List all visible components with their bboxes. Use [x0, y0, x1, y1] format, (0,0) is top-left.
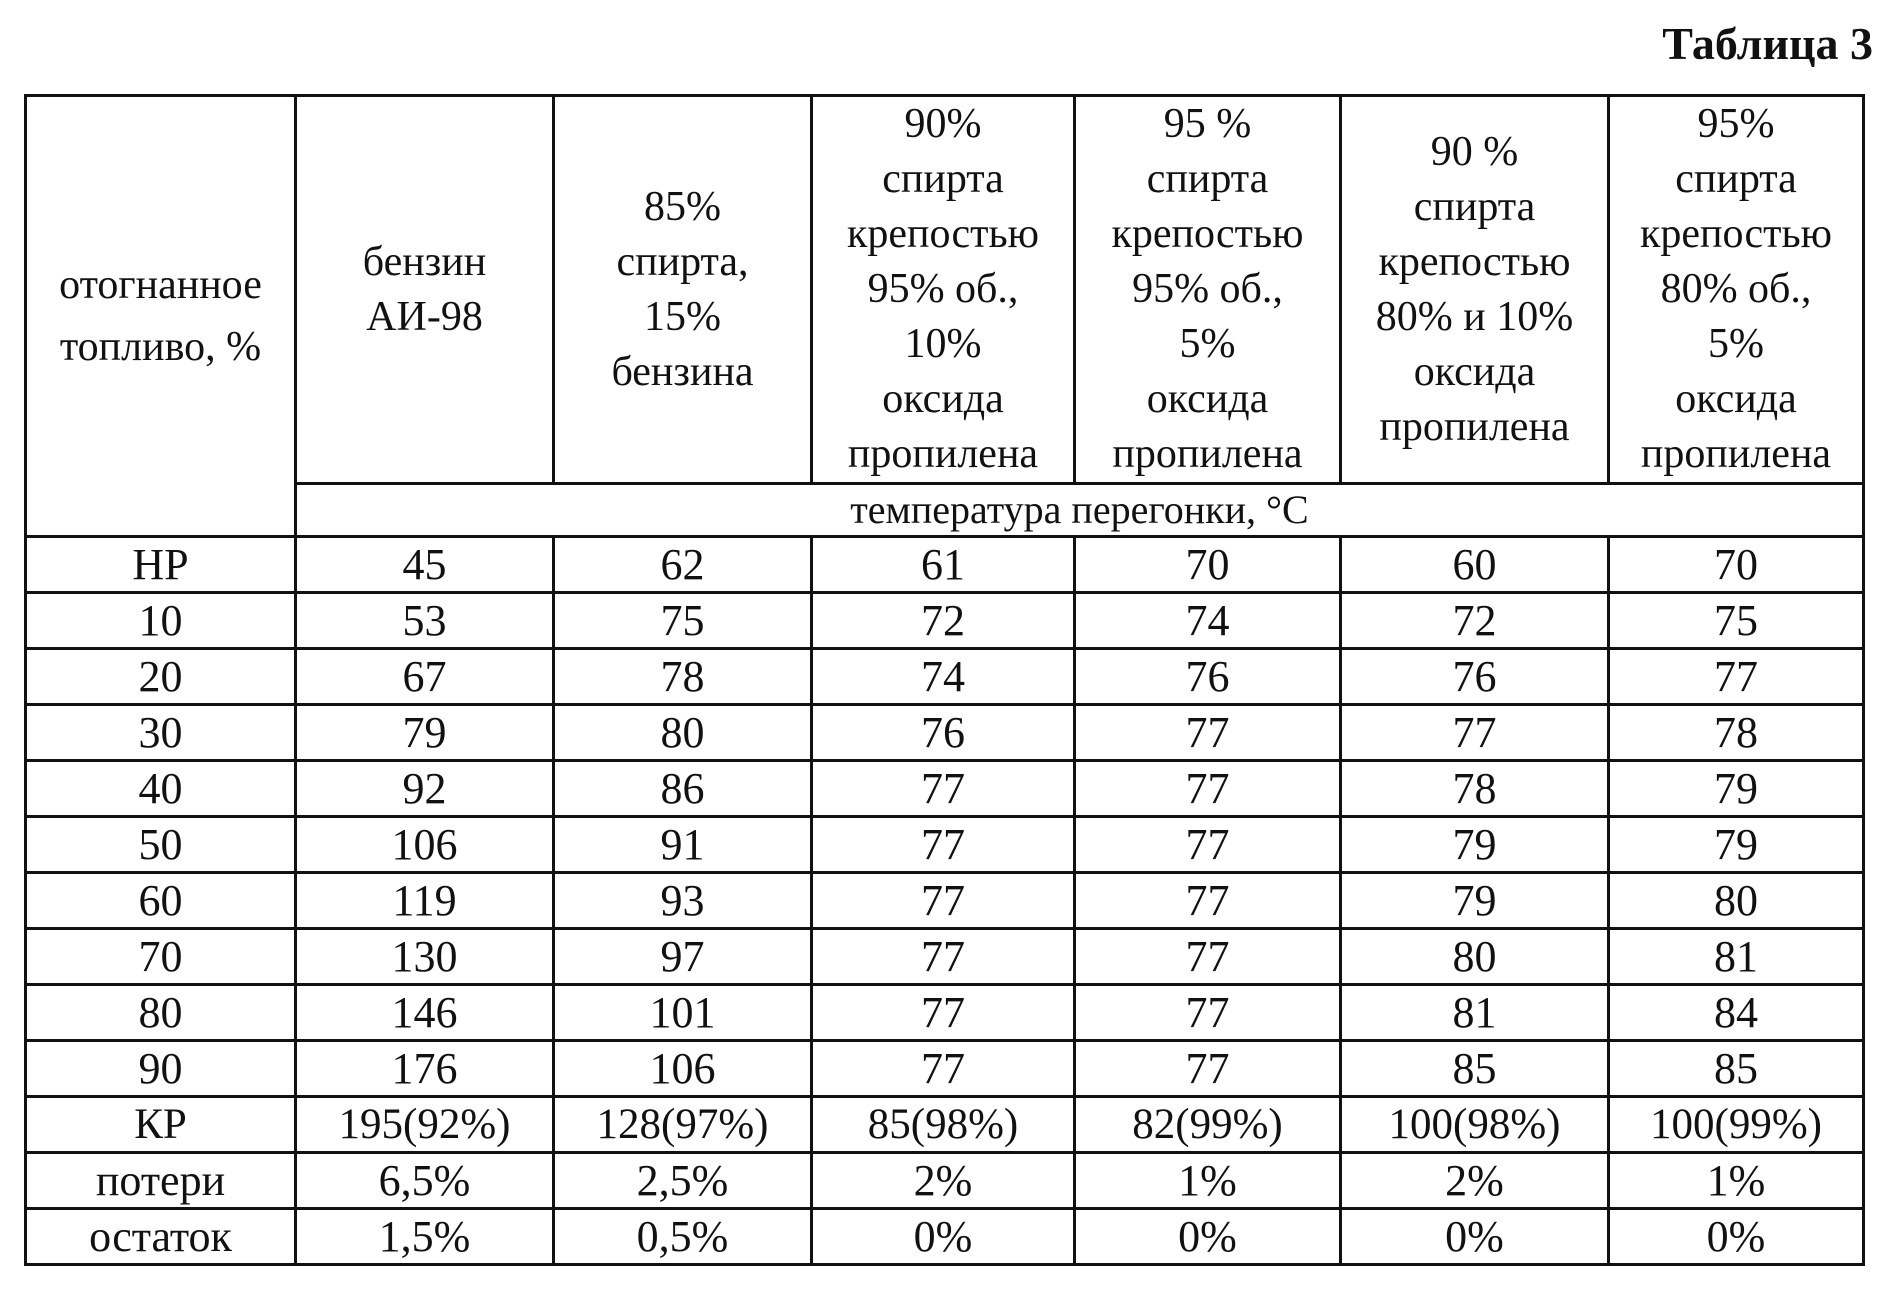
table-cell: 93 — [554, 873, 812, 929]
table-caption: Таблица 3 — [1662, 18, 1873, 69]
column-header-6: 95% спирта крепостью 80% об., 5% оксида пропилена — [1609, 96, 1864, 484]
table-cell: 77 — [1075, 929, 1341, 985]
table-cell: 76 — [1075, 649, 1341, 705]
table-cell: 45 — [296, 537, 554, 593]
row-label: 10 — [26, 593, 296, 649]
table-cell: 80 — [1609, 873, 1864, 929]
table-cell: 77 — [1609, 649, 1864, 705]
table-cell: 0% — [1609, 1209, 1864, 1265]
table-cell: 77 — [812, 761, 1075, 817]
table-cell: 106 — [554, 1041, 812, 1097]
table-cell: 85(98%) — [812, 1097, 1075, 1153]
table-cell: 77 — [1075, 1041, 1341, 1097]
table-cell: 130 — [296, 929, 554, 985]
table-cell: 80 — [1341, 929, 1609, 985]
table-cell: 72 — [1341, 593, 1609, 649]
table-cell: 62 — [554, 537, 812, 593]
table-row — [26, 649, 1864, 705]
table-cell: 79 — [296, 705, 554, 761]
table-cell: 79 — [1609, 817, 1864, 873]
table-cell: 78 — [1609, 705, 1864, 761]
row-label: 60 — [26, 873, 296, 929]
row-label: 40 — [26, 761, 296, 817]
table-cell: 2% — [812, 1153, 1075, 1209]
subheader-cell: температура перегонки, °C — [296, 484, 1864, 537]
table-cell: 1% — [1075, 1153, 1341, 1209]
table-cell: 119 — [296, 873, 554, 929]
table-row — [26, 761, 1864, 817]
table-cell: 0% — [812, 1209, 1075, 1265]
table-cell: 6,5% — [296, 1153, 554, 1209]
table-cell: 75 — [1609, 593, 1864, 649]
table-cell: 0% — [1341, 1209, 1609, 1265]
table-cell: 77 — [1075, 761, 1341, 817]
table-cell: 61 — [812, 537, 1075, 593]
row-label: остаток — [26, 1209, 296, 1265]
table-cell: 77 — [1075, 873, 1341, 929]
table-cell: 91 — [554, 817, 812, 873]
table-cell: 70 — [1609, 537, 1864, 593]
table-cell: 92 — [296, 761, 554, 817]
table-cell: 2,5% — [554, 1153, 812, 1209]
table-cell: 77 — [1075, 705, 1341, 761]
table-cell: 60 — [1341, 537, 1609, 593]
table-cell: 1,5% — [296, 1209, 554, 1265]
table-cell: 77 — [812, 817, 1075, 873]
table-cell: 2% — [1341, 1153, 1609, 1209]
table-cell: 70 — [1075, 537, 1341, 593]
table-cell: 101 — [554, 985, 812, 1041]
table-cell: 106 — [296, 817, 554, 873]
header-row — [26, 96, 1864, 484]
table-cell: 53 — [296, 593, 554, 649]
table-cell: 128(97%) — [554, 1097, 812, 1153]
table-cell: 0% — [1075, 1209, 1341, 1265]
distillation-table — [24, 94, 1865, 1266]
table-cell: 80 — [554, 705, 812, 761]
table-row — [26, 1209, 1864, 1265]
table-cell: 77 — [812, 929, 1075, 985]
table-cell: 72 — [812, 593, 1075, 649]
table-row — [26, 1097, 1864, 1153]
table-row — [26, 817, 1864, 873]
table-row — [26, 873, 1864, 929]
table-cell: 176 — [296, 1041, 554, 1097]
stub-header: отогнанное топливо, % — [26, 96, 296, 537]
table-cell: 77 — [1075, 985, 1341, 1041]
table-cell: 75 — [554, 593, 812, 649]
table-cell: 74 — [812, 649, 1075, 705]
table-cell: 79 — [1341, 873, 1609, 929]
table-cell: 76 — [812, 705, 1075, 761]
row-label: НР — [26, 537, 296, 593]
column-header-1: бензин АИ-98 — [296, 96, 554, 484]
row-label: 20 — [26, 649, 296, 705]
table-cell: 77 — [812, 1041, 1075, 1097]
table-row — [26, 537, 1864, 593]
table-cell: 84 — [1609, 985, 1864, 1041]
table-cell: 77 — [812, 873, 1075, 929]
table-row — [26, 593, 1864, 649]
row-label: 90 — [26, 1041, 296, 1097]
table-cell: 85 — [1341, 1041, 1609, 1097]
table-cell: 82(99%) — [1075, 1097, 1341, 1153]
table-cell: 81 — [1341, 985, 1609, 1041]
table-cell: 146 — [296, 985, 554, 1041]
row-label: 80 — [26, 985, 296, 1041]
column-header-2: 85% спирта, 15% бензина — [554, 96, 812, 484]
subheader-row — [26, 484, 1864, 537]
table-cell: 100(99%) — [1609, 1097, 1864, 1153]
table-cell: 77 — [1341, 705, 1609, 761]
table-cell: 67 — [296, 649, 554, 705]
table-row — [26, 705, 1864, 761]
table-body — [26, 537, 1864, 1265]
table-cell: 85 — [1609, 1041, 1864, 1097]
column-header-4: 95 % спирта крепостью 95% об., 5% оксида пропилена — [1075, 96, 1341, 484]
table-cell: 79 — [1341, 817, 1609, 873]
table-cell: 79 — [1609, 761, 1864, 817]
column-header-5: 90 % спирта крепостью 80% и 10% оксида пропилена — [1341, 96, 1609, 484]
table-row — [26, 1153, 1864, 1209]
table-row — [26, 985, 1864, 1041]
table-cell: 78 — [1341, 761, 1609, 817]
table-cell: 77 — [1075, 817, 1341, 873]
column-header-3: 90% спирта крепостью 95% об., 10% оксида пропилена — [812, 96, 1075, 484]
table-cell: 86 — [554, 761, 812, 817]
table-cell: 76 — [1341, 649, 1609, 705]
table-cell: 100(98%) — [1341, 1097, 1609, 1153]
row-label: 50 — [26, 817, 296, 873]
table-cell: 78 — [554, 649, 812, 705]
table-cell: 74 — [1075, 593, 1341, 649]
table-cell: 1% — [1609, 1153, 1864, 1209]
row-label: КР — [26, 1097, 296, 1153]
row-label: 70 — [26, 929, 296, 985]
table-cell: 195(92%) — [296, 1097, 554, 1153]
table-cell: 97 — [554, 929, 812, 985]
table-cell: 77 — [812, 985, 1075, 1041]
table-cell: 0,5% — [554, 1209, 812, 1265]
table-row — [26, 1041, 1864, 1097]
row-label: 30 — [26, 705, 296, 761]
table-cell: 81 — [1609, 929, 1864, 985]
table-row — [26, 929, 1864, 985]
row-label: потери — [26, 1153, 296, 1209]
